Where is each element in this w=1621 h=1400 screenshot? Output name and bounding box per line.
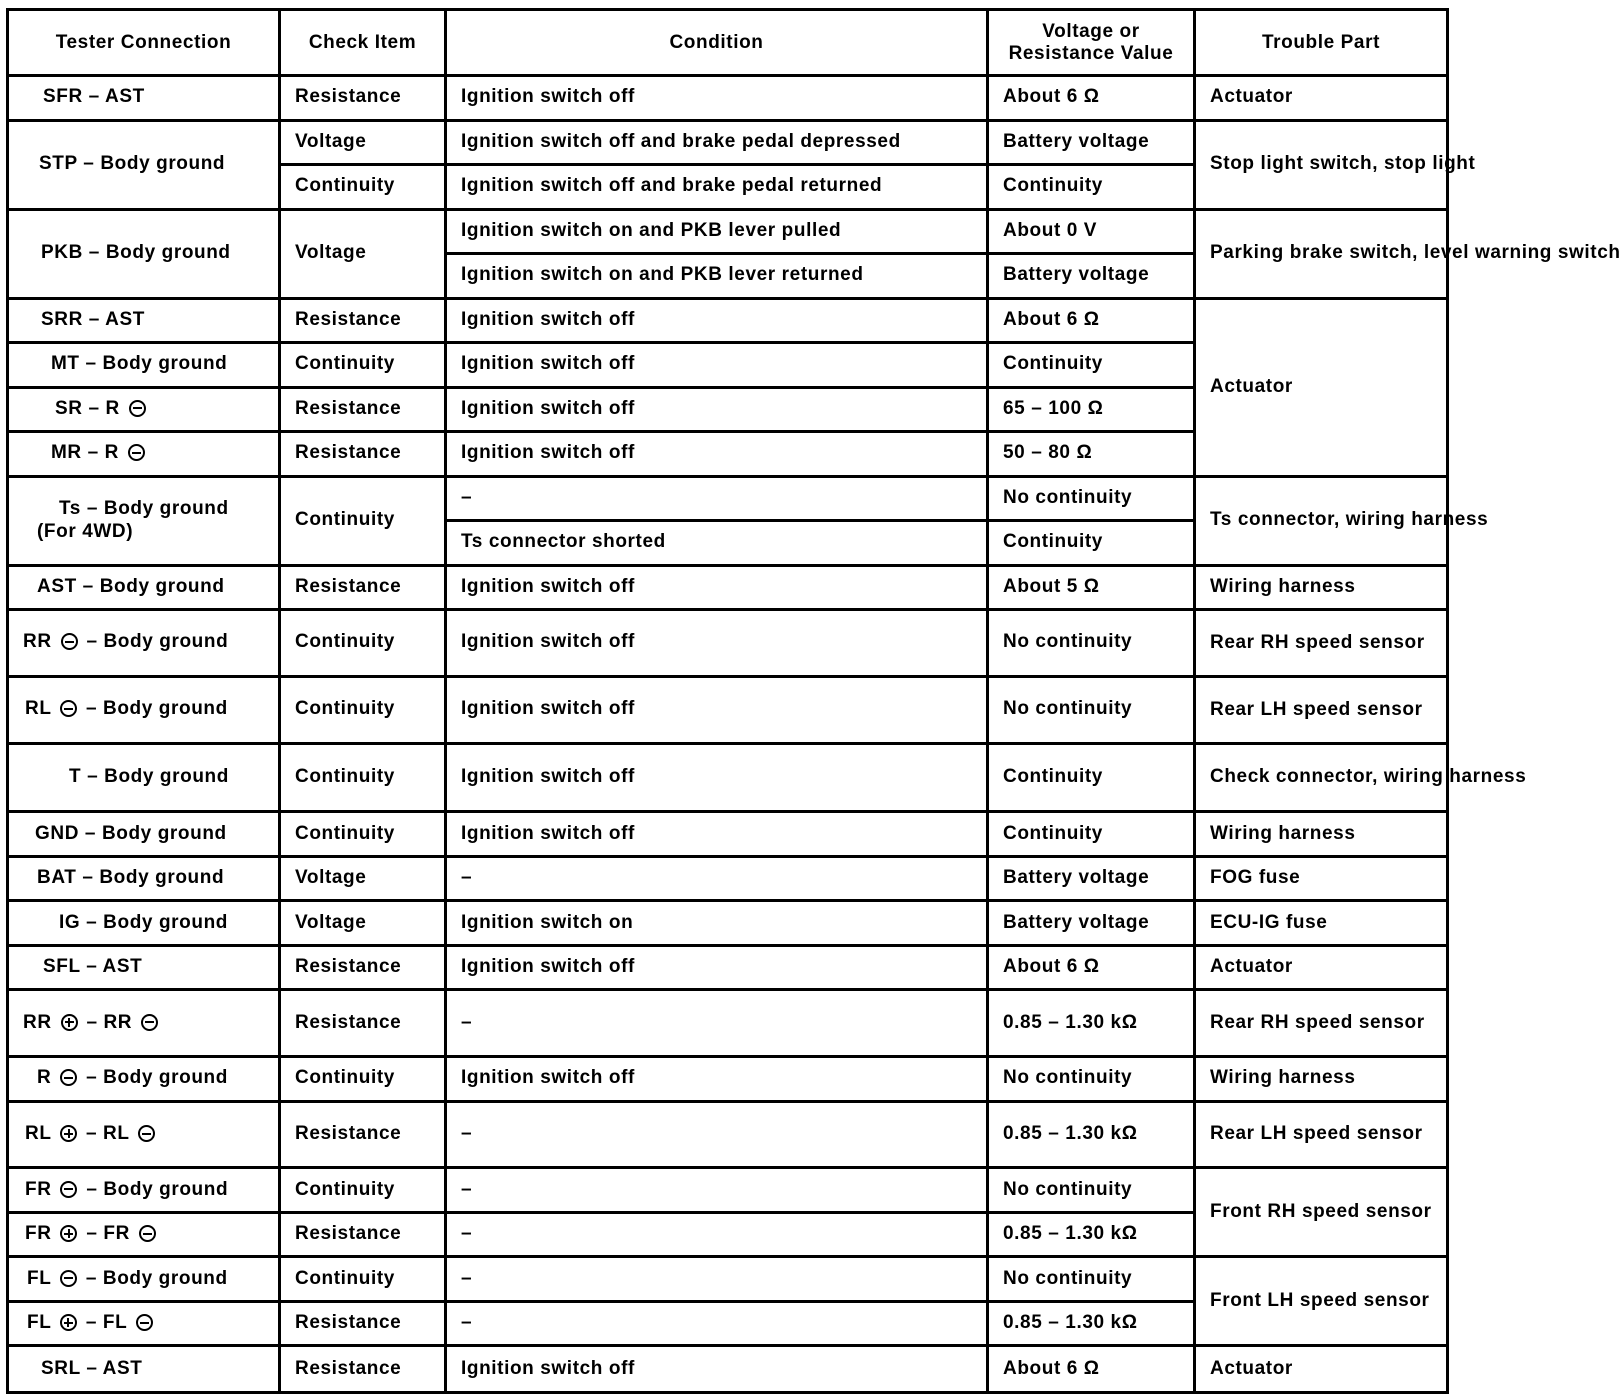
- value-cell: Continuity: [988, 743, 1195, 812]
- check-item-cell: Resistance: [280, 298, 446, 343]
- condition-cell: Ignition switch off and brake pedal depressed: [446, 120, 988, 165]
- tester-terminal: RR: [23, 631, 52, 653]
- header-trouble-part: Trouble Part: [1195, 10, 1448, 76]
- value-cell: No continuity: [988, 676, 1195, 743]
- condition-cell: Ignition switch on and PKB lever returned: [446, 254, 988, 299]
- tester-connection-cell: [8, 432, 280, 477]
- diagnosis-table: [6, 8, 1621, 1394]
- tester-rest: – Body ground: [86, 1067, 228, 1089]
- tester-connection-cell: GND – Body ground: [8, 812, 280, 857]
- check-item-cell: Resistance: [280, 1301, 446, 1346]
- minus-terminal-icon: [141, 1014, 158, 1031]
- condition-cell: –: [446, 1101, 988, 1168]
- trouble-part-cell: Rear RH speed sensor: [1195, 990, 1448, 1057]
- table-row: [8, 298, 1448, 343]
- trouble-part-cell: Rear LH speed sensor: [1195, 676, 1448, 743]
- condition-cell: Ignition switch off: [446, 812, 988, 857]
- condition-cell: Ignition switch off: [446, 1346, 988, 1393]
- value-cell: Battery voltage: [988, 901, 1195, 946]
- tester-terminal: MR: [51, 442, 82, 464]
- tester-connection-cell: T – Body ground: [8, 743, 280, 812]
- condition-cell: Ignition switch off: [446, 298, 988, 343]
- condition-cell: Ignition switch off: [446, 610, 988, 677]
- condition-cell: –: [446, 1168, 988, 1213]
- tester-rest: – R: [88, 397, 120, 419]
- minus-terminal-icon: [60, 1181, 77, 1198]
- table-row: [8, 856, 1448, 901]
- tester-terminal: FL: [27, 1267, 52, 1289]
- check-item-cell: Continuity: [280, 343, 446, 388]
- value-cell: No continuity: [988, 1057, 1195, 1102]
- check-item-cell: Resistance: [280, 1101, 446, 1168]
- tester-rest: – Body ground: [85, 698, 228, 720]
- condition-cell: –: [446, 476, 988, 521]
- value-cell: Continuity: [988, 812, 1195, 857]
- tester-terminal: RL: [25, 698, 52, 720]
- value-cell: Continuity: [988, 521, 1195, 566]
- trouble-part-cell: Wiring harness: [1195, 565, 1448, 610]
- tester-connection-cell: IG – Body ground: [8, 901, 280, 946]
- tester-connection-cell: MT – Body ground: [8, 343, 280, 388]
- tester-connection-cell: SRL – AST: [8, 1346, 280, 1393]
- trouble-part-cell: Parking brake switch, level warning switch: [1195, 209, 1448, 298]
- value-cell: 0.85 – 1.30 kΩ: [988, 1212, 1195, 1257]
- tester-rest: – FL: [85, 1312, 127, 1334]
- table-row: [8, 812, 1448, 857]
- value-cell: 0.85 – 1.30 kΩ: [988, 1101, 1195, 1168]
- trouble-part-cell: Ts connector, wiring harness: [1195, 476, 1448, 565]
- check-item-cell: Continuity: [280, 1257, 446, 1302]
- trouble-part-cell: Actuator: [1195, 298, 1448, 476]
- tester-terminal: FR: [25, 1223, 52, 1245]
- condition-cell: Ignition switch off and brake pedal returned: [446, 165, 988, 210]
- minus-terminal-icon: [60, 1270, 77, 1287]
- minus-terminal-icon: [138, 1125, 155, 1142]
- table-row: [8, 610, 1448, 677]
- tester-rest: – FR: [86, 1223, 130, 1245]
- table-row: [8, 1168, 1448, 1213]
- tester-connection-cell: SFR – AST: [8, 76, 280, 121]
- value-cell: 0.85 – 1.30 kΩ: [988, 1301, 1195, 1346]
- header-row: [8, 10, 1448, 76]
- table-row: [8, 1257, 1448, 1302]
- check-item-cell: Resistance: [280, 1346, 446, 1393]
- tester-terminal: SR: [55, 397, 83, 419]
- header-condition: Condition: [446, 10, 988, 76]
- condition-cell: Ignition switch off: [446, 743, 988, 812]
- tester-connection-cell: STP – Body ground: [8, 120, 280, 209]
- table-row: [8, 676, 1448, 743]
- table-row: [8, 120, 1448, 165]
- minus-terminal-icon: [139, 1225, 156, 1242]
- table-row: [8, 990, 1448, 1057]
- tester-terminal: FL: [27, 1312, 52, 1334]
- trouble-part-cell: Wiring harness: [1195, 812, 1448, 857]
- check-item-cell: Continuity: [280, 812, 446, 857]
- tester-connection-cell: Ts – Body ground (For 4WD): [8, 476, 280, 565]
- tester-connection-cell: SFL – AST: [8, 945, 280, 990]
- tester-connection-cell: [8, 1257, 280, 1302]
- tester-connection-cell: [8, 1101, 280, 1168]
- trouble-part-cell: Actuator: [1195, 945, 1448, 990]
- condition-cell: –: [446, 1257, 988, 1302]
- check-item-cell: Continuity: [280, 165, 446, 210]
- value-cell: About 5 Ω: [988, 565, 1195, 610]
- condition-cell: Ignition switch on and PKB lever pulled: [446, 209, 988, 254]
- table-row: [8, 76, 1448, 121]
- check-item-cell: Resistance: [280, 387, 446, 432]
- trouble-part-cell: Front LH speed sensor: [1195, 1257, 1448, 1346]
- condition-cell: Ignition switch off: [446, 565, 988, 610]
- value-cell: No continuity: [988, 610, 1195, 677]
- check-item-cell: Voltage: [280, 209, 446, 298]
- minus-terminal-icon: [60, 1069, 77, 1086]
- value-cell: No continuity: [988, 476, 1195, 521]
- header-tester-connection: Tester Connection: [8, 10, 280, 76]
- check-item-cell: Continuity: [280, 1057, 446, 1102]
- trouble-part-cell: Front RH speed sensor: [1195, 1168, 1448, 1257]
- table-row: [8, 743, 1448, 812]
- plus-terminal-icon: [60, 1125, 77, 1142]
- tester-connection-cell: [8, 387, 280, 432]
- condition-cell: –: [446, 856, 988, 901]
- value-cell: About 6 Ω: [988, 76, 1195, 121]
- condition-cell: Ts connector shorted: [446, 521, 988, 566]
- check-item-cell: Resistance: [280, 432, 446, 477]
- condition-cell: –: [446, 1212, 988, 1257]
- tester-rest: – RR: [86, 1011, 133, 1033]
- check-item-cell: Continuity: [280, 476, 446, 565]
- condition-cell: Ignition switch off: [446, 387, 988, 432]
- trouble-part-cell: Rear RH speed sensor: [1195, 610, 1448, 677]
- tester-terminal: R: [37, 1067, 52, 1089]
- check-item-cell: Continuity: [280, 743, 446, 812]
- tester-rest: – RL: [85, 1123, 130, 1144]
- tester-connection-cell: [8, 610, 280, 677]
- page: [6, 8, 1621, 1394]
- value-cell: No continuity: [988, 1257, 1195, 1302]
- tester-connection-cell: [8, 1057, 280, 1102]
- trouble-part-cell: Stop light switch, stop light: [1195, 120, 1448, 209]
- value-cell: No continuity: [988, 1168, 1195, 1213]
- value-cell: 0.85 – 1.30 kΩ: [988, 990, 1195, 1057]
- tester-connection-cell: [8, 990, 280, 1057]
- value-cell: Battery voltage: [988, 856, 1195, 901]
- tester-connection-cell: [8, 1212, 280, 1257]
- tester-connection-cell: [8, 1168, 280, 1213]
- table-row: [8, 1057, 1448, 1102]
- tester-connection-cell: [8, 1301, 280, 1346]
- minus-terminal-icon: [128, 444, 145, 461]
- table-row: [8, 901, 1448, 946]
- check-item-cell: Resistance: [280, 1212, 446, 1257]
- tester-rest: – Body ground: [86, 631, 229, 653]
- tester-connection-cell: SRR – AST: [8, 298, 280, 343]
- check-item-cell: Continuity: [280, 676, 446, 743]
- value-cell: Battery voltage: [988, 120, 1195, 165]
- value-cell: Continuity: [988, 343, 1195, 388]
- tester-rest: – Body ground: [85, 1267, 228, 1289]
- tester-terminal: FR: [25, 1178, 52, 1200]
- plus-terminal-icon: [60, 1225, 77, 1242]
- tester-terminal: RL: [25, 1123, 52, 1144]
- plus-terminal-icon: [61, 1014, 78, 1031]
- check-item-cell: Resistance: [280, 565, 446, 610]
- check-item-cell: Resistance: [280, 76, 446, 121]
- tester-connection-cell: [8, 676, 280, 743]
- value-cell: About 6 Ω: [988, 945, 1195, 990]
- check-item-cell: Continuity: [280, 610, 446, 677]
- condition-cell: Ignition switch on: [446, 901, 988, 946]
- tester-rest: – R: [87, 442, 120, 464]
- table-row: [8, 1101, 1448, 1168]
- condition-cell: –: [446, 1301, 988, 1346]
- condition-cell: Ignition switch off: [446, 343, 988, 388]
- value-cell: 50 – 80 Ω: [988, 432, 1195, 477]
- value-cell: 65 – 100 Ω: [988, 387, 1195, 432]
- header-value: Voltage or Resistance Value: [988, 10, 1195, 76]
- trouble-part-cell: Actuator: [1195, 1346, 1448, 1393]
- table-row: [8, 1346, 1448, 1393]
- check-item-cell: Continuity: [280, 1168, 446, 1213]
- condition-cell: Ignition switch off: [446, 432, 988, 477]
- condition-cell: Ignition switch off: [446, 945, 988, 990]
- tester-connection-cell: AST – Body ground: [8, 565, 280, 610]
- table-row: [8, 476, 1448, 521]
- table-row: [8, 565, 1448, 610]
- minus-terminal-icon: [61, 633, 78, 650]
- minus-terminal-icon: [60, 700, 77, 717]
- tester-connection-cell: PKB – Body ground: [8, 209, 280, 298]
- value-cell: About 6 Ω: [988, 298, 1195, 343]
- tester-rest: – Body ground: [86, 1178, 229, 1200]
- tester-connection-cell: BAT – Body ground: [8, 856, 280, 901]
- check-item-cell: Voltage: [280, 120, 446, 165]
- check-item-cell: Voltage: [280, 901, 446, 946]
- trouble-part-cell: Rear LH speed sensor: [1195, 1101, 1448, 1168]
- condition-cell: Ignition switch off: [446, 676, 988, 743]
- check-item-cell: Voltage: [280, 856, 446, 901]
- table-row: [8, 209, 1448, 254]
- value-cell: Continuity: [988, 165, 1195, 210]
- check-item-cell: Resistance: [280, 990, 446, 1057]
- trouble-part-cell: Wiring harness: [1195, 1057, 1448, 1102]
- minus-terminal-icon: [129, 400, 146, 417]
- table-row: [8, 945, 1448, 990]
- value-cell: Battery voltage: [988, 254, 1195, 299]
- value-cell: About 0 V: [988, 209, 1195, 254]
- tester-terminal: RR: [23, 1011, 52, 1033]
- condition-cell: Ignition switch off: [446, 1057, 988, 1102]
- check-item-cell: Resistance: [280, 945, 446, 990]
- trouble-part-cell: FOG fuse: [1195, 856, 1448, 901]
- header-check-item: Check Item: [280, 10, 446, 76]
- trouble-part-cell: ECU-IG fuse: [1195, 901, 1448, 946]
- plus-terminal-icon: [60, 1314, 77, 1331]
- condition-cell: Ignition switch off: [446, 76, 988, 121]
- minus-terminal-icon: [136, 1314, 153, 1331]
- value-cell: About 6 Ω: [988, 1346, 1195, 1393]
- condition-cell: –: [446, 990, 988, 1057]
- trouble-part-cell: Check connector, wiring harness: [1195, 743, 1448, 812]
- trouble-part-cell: Actuator: [1195, 76, 1448, 121]
